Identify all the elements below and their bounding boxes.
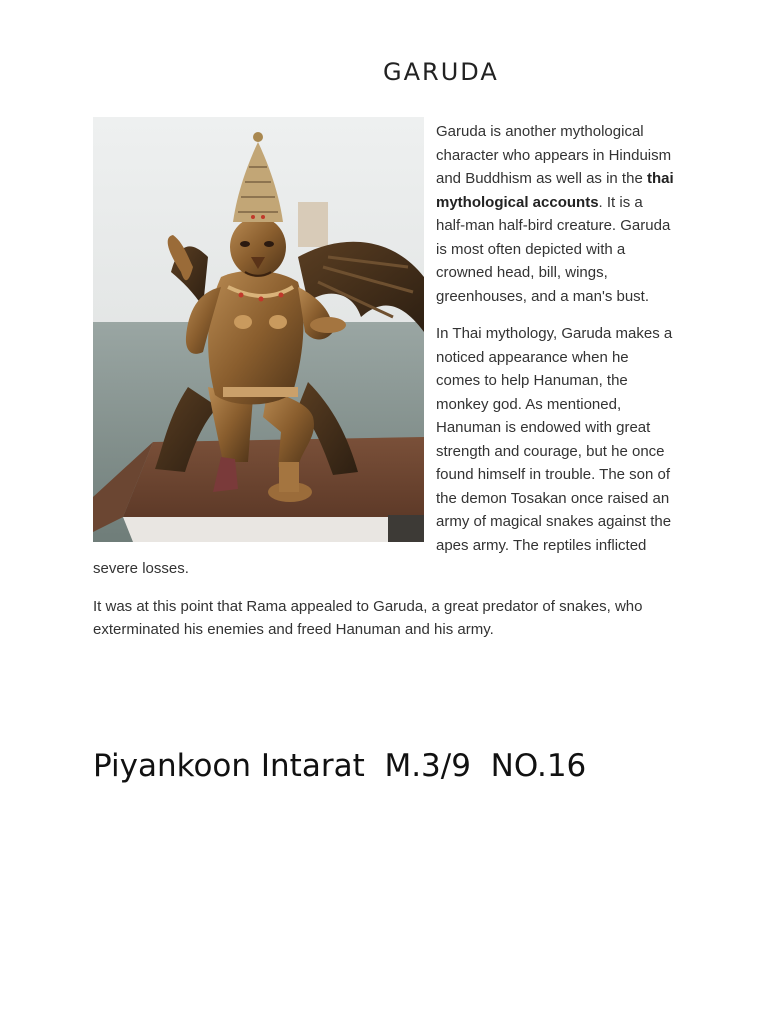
paragraph-1-text-before: Garuda is another mythological character who appears in Hinduism and Buddhism as well as in the bbox=[436, 123, 672, 187]
page-title: GARUDA bbox=[383, 58, 499, 86]
article-body bbox=[93, 120, 675, 656]
author-line: Piyankoon Intarat M.3/9 NO.16 bbox=[93, 748, 587, 784]
paragraph-2: In Thai mythology, Garuda makes a noticed appearance when he comes to help Hanuman, the monkey god. As mentioned, Hanuman is endowed with great strength and courage, but he once found himself in trouble. The son of the demon Tosakan once raised an army of magical snakes against the apes army. The reptiles inflicted severe losses. bbox=[93, 325, 673, 577]
garuda-statue-photo bbox=[93, 117, 424, 542]
paragraph-1-text-after: . It is a half-man half-bird creature. Garuda is most often depicted with a crowned head, bill, wings, greenhouses, and a man's bust. bbox=[436, 193, 671, 305]
paragraph-1-bold-text: thai mythological accounts bbox=[436, 170, 674, 211]
paragraph-3: It was at this point that Rama appealed to Garuda, a great predator of snakes, who exterminated his enemies and freed Hanuman and his army. bbox=[93, 597, 643, 638]
